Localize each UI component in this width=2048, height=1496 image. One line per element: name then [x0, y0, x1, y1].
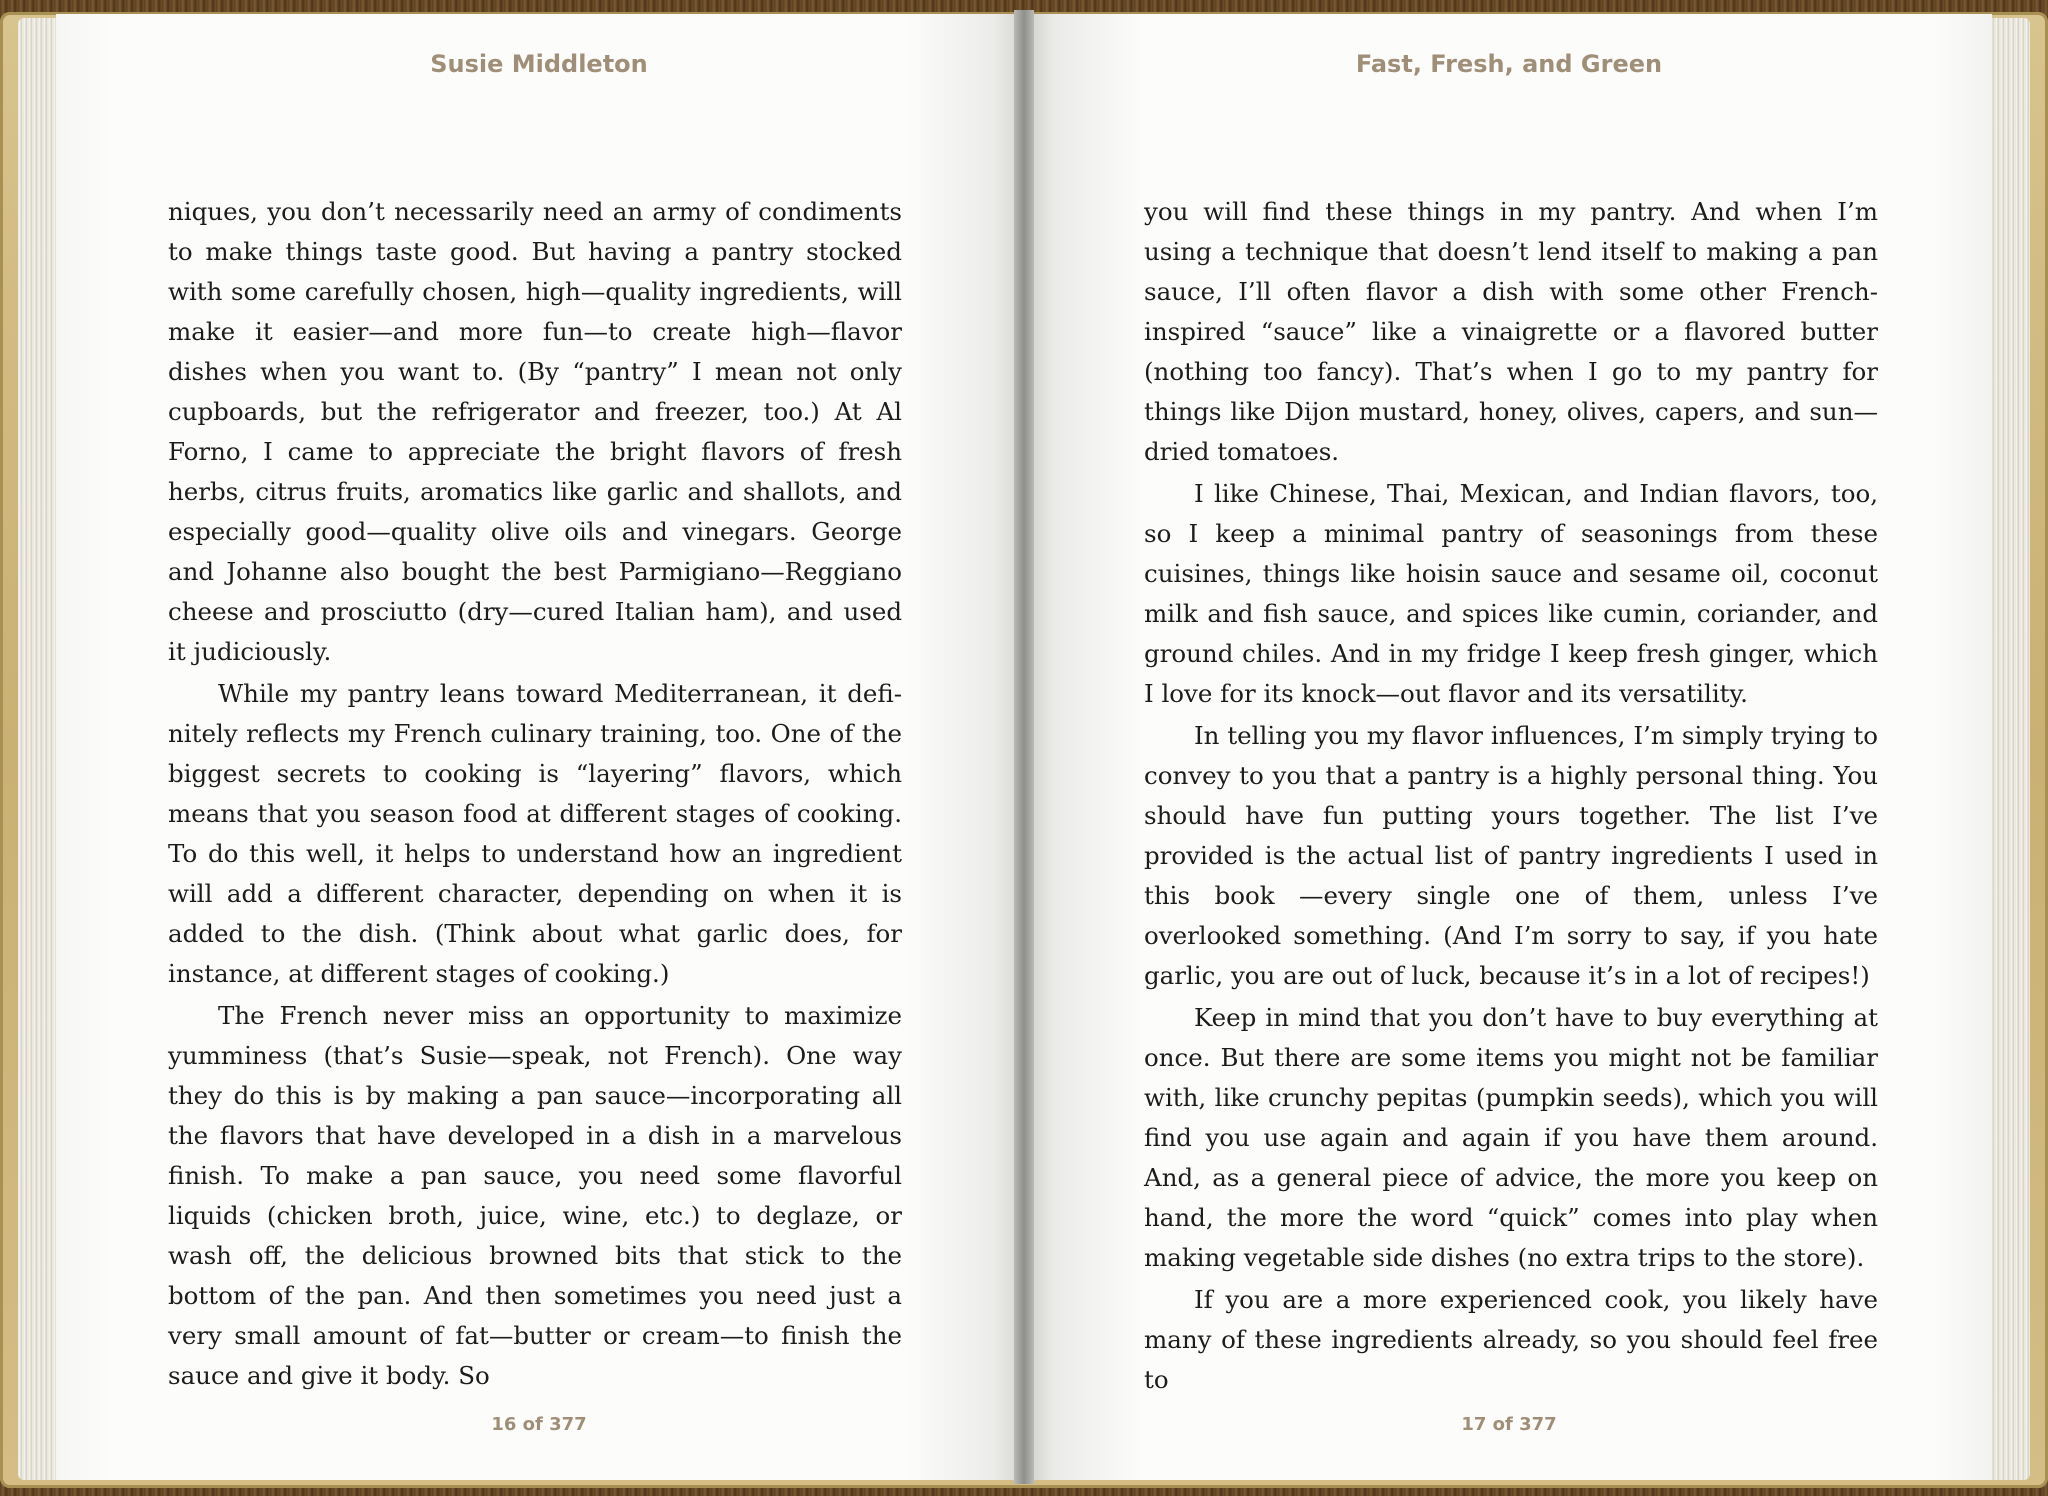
right-page-body [1144, 192, 1878, 1402]
left-page-body [168, 192, 902, 1398]
page-number-right: 17 of 377 [1461, 1414, 1557, 1435]
running-head-author: Susie Middleton [430, 50, 648, 78]
running-head-title: Fast, Fresh, and Green [1355, 50, 1663, 78]
page-number-left: 16 of 377 [491, 1414, 587, 1435]
paragraph: niques, you don’t necessarily need an army of condiments to make things taste good. But having a pantry stocked with some carefully chosen, high—quality ingredients, will make it easier—and more fun—to create high—flavor dishes when you want to. (By “pantry” I mean not only cupboards, but the refrigerator and freezer, too.) At Al Forno, I came to appreciate the bright flavors of fresh herbs, citrus fruits, aromatics like garlic and shallots, and especially good—quality olive oils and vinegars. George and Johanne also bought the best Parmigiano—Reggiano cheese and prosciutto (dry—cured Italian ham), and used it judiciously. [168, 197, 902, 666]
paragraph: I like Chinese, Thai, Mexican, and Indian flavors, too, so I keep a minimal pantry of seasonings from these cuisines, things like hoisin sauce and sesame oil, coconut milk and fish sauce, and spices like cumin, coriander, and ground chiles. And in my fridge I keep fresh ginger, which I love for its knock—out flavor and its versatility. [1144, 479, 1878, 708]
paragraph: you will find these things in my pantry. And when I’m using a technique that doesn’t lend itself to making a pan sauce, I’ll often flavor a dish with some other French-inspired “sauce” like a vinaigrette or a flavored butter (nothing too fancy). That’s when I go to my pantry for things like Dijon mustard, honey, olives, capers, and sun—dried tomatoes. [1144, 197, 1878, 466]
paragraph: The French never miss an opportunity to maximize yumminess (that’s Susie—speak, not French). One way they do this is by making a pan sauce—incorporating all the flavors that have developed in a dish in a marvelous finish. To make a pan sauce, you need some flavorful liquids (chicken broth, juice, wine, etc.) to deglaze, or wash off, the delicious browned bits that stick to the bottom of the pan. And then sometimes you need just a very small amount of fat—butter or cream—to finish the sauce and give it body. So [168, 1001, 902, 1390]
paragraph: While my pantry leans toward Mediterranean, it definitely reflects my French culinary training, too. One of the biggest secrets to cooking is “layering” flavors, which means that you season food at different stages of cooking. To do this well, it helps to understand how an ingredient will add a different character, depending on when it is added to the dish. (Think about what garlic does, for instance, at different stages of cooking.) [168, 679, 902, 988]
paragraph: Keep in mind that you don’t have to buy everything at once. But there are some items you might not be familiar with, like crunchy pepitas (pumpkin seeds), which you will find you use again and again if you have them around. And, as a general piece of advice, the more you keep on hand, the more the word “quick” comes into play when making vegetable side dishes (no extra trips to the store). [1144, 1003, 1878, 1272]
book-spine [1014, 10, 1034, 1484]
left-page[interactable] [56, 14, 1022, 1480]
right-page-stack [1990, 18, 2030, 1480]
left-page-stack [18, 18, 58, 1480]
right-page[interactable] [1026, 14, 1992, 1480]
paragraph: In telling you my flavor influences, I’m simply trying to convey to you that a pantry is a highly personal thing. You should have fun putting yours together. The list I’ve provided is the actual list of pantry ingredients I used in this book —every single one of them, unless I’ve overlooked something. (And I’m sorry to say, if you hate garlic, you are out of luck, because it’s in a lot of recipes!) [1144, 721, 1878, 990]
paragraph: If you are a more experienced cook, you likely have many of these ingredients already, so you should feel free to [1144, 1285, 1878, 1394]
